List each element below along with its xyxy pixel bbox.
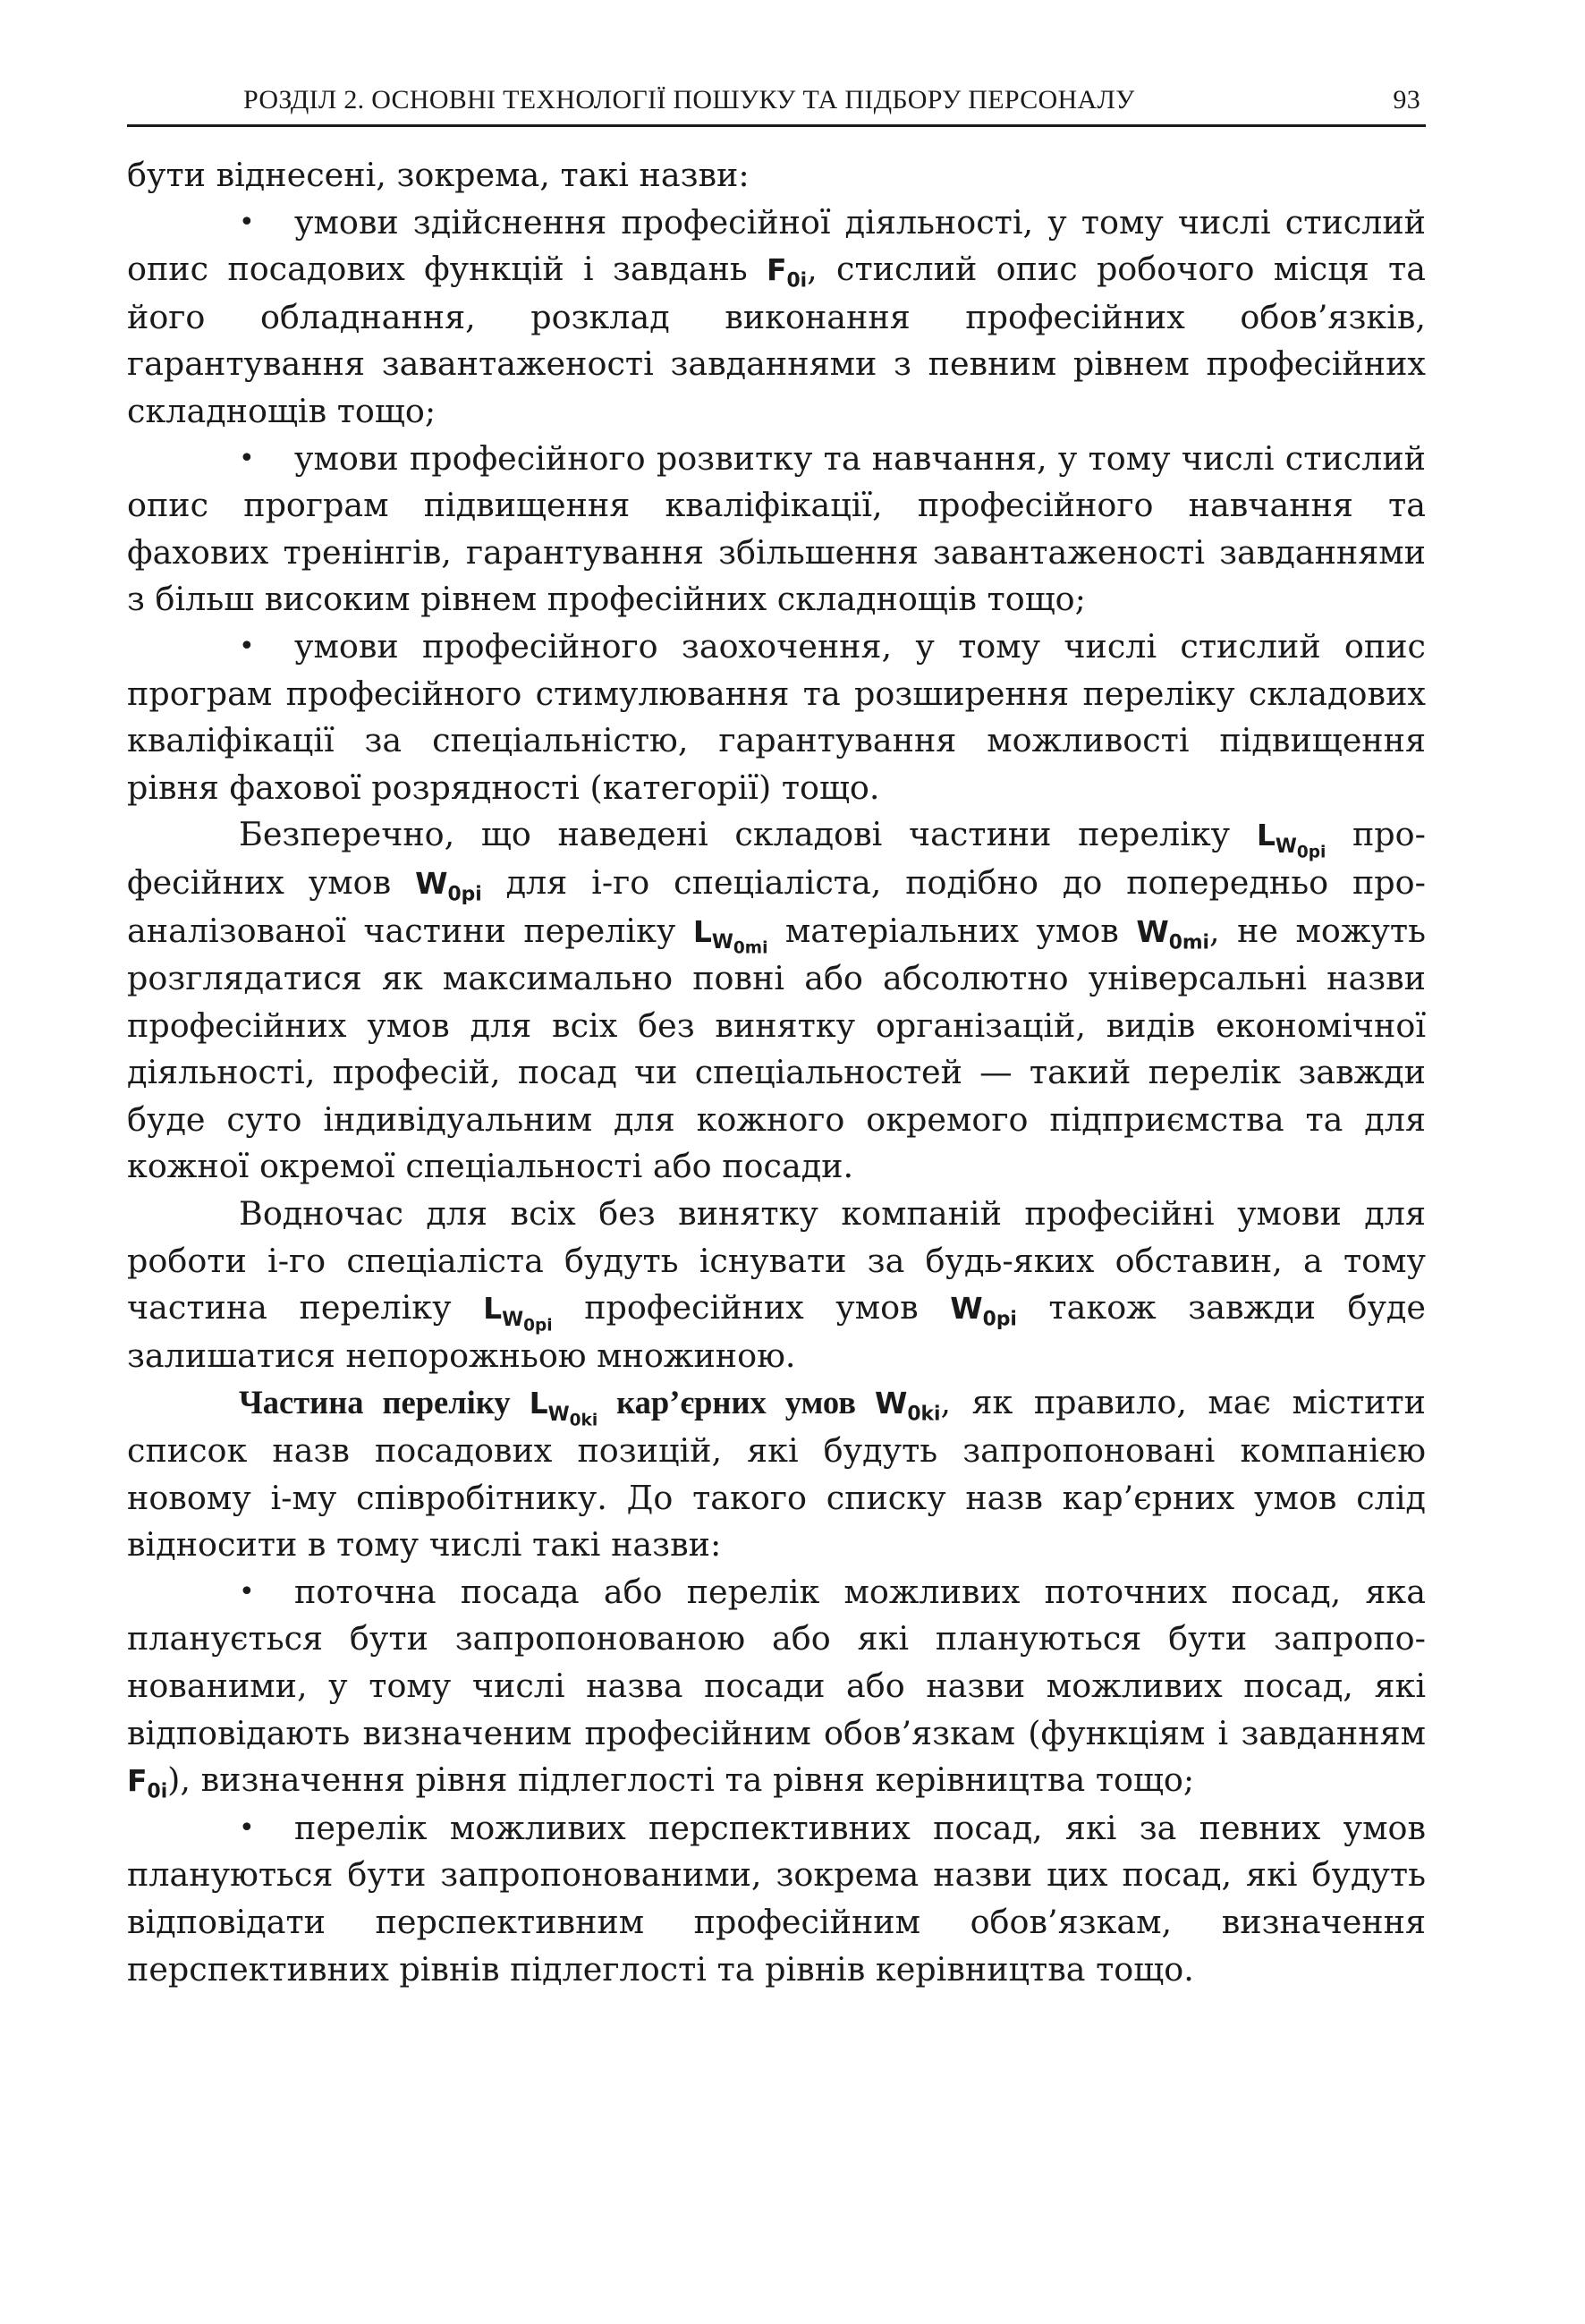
intro-line: бути віднесені, зокрема, такі назви: [127, 156, 750, 194]
header-title: РОЗДІЛ 2. ОСНОВНІ ТЕХНОЛОГІЇ ПОШУКУ ТА ПІДБОРУ ПЕРСОНАЛУ [243, 85, 1135, 115]
symbol-LW0pi: $L_{W_{0pi}}$ [483, 1291, 553, 1336]
symbol-W0ki: $W_{0ki}$ [874, 1386, 941, 1427]
bullet-icon: • [239, 442, 255, 474]
bullet-icon: • [239, 1811, 255, 1844]
bullet-icon: • [239, 630, 255, 662]
running-header [127, 85, 1426, 127]
body-text [127, 152, 1426, 1993]
paragraph: Водночас для всіх без винятку компаній професійні умови для роботи і-го спеціаліста будуть існувати за будь-яких обставин, а тому частина переліку $L_{W_{0pi}}$ професійних умов $W_{0pi}$ також завжди буде залишатися непорожньою множиною. [127, 1194, 1426, 1375]
symbol-F0i: $F_{0i}$ [127, 1763, 168, 1803]
document-page [127, 85, 1426, 1993]
symbol-LW0pi: $L_{W_{0pi}}$ [1256, 818, 1326, 862]
page-number: 93 [1393, 85, 1420, 115]
bullet-item: • умови професійного розвитку та навчання, у тому числі стислий опис програм підвищення кваліфікації, професійного навчання та фахових тренінгів, гарантування збільшення завантаженості завданнями з більш високим рівнем професійних складнощів тощо; [127, 436, 1426, 623]
bullet-item: • умови здійснення професійної діяльності, у тому числі стислий опис посадових функцій і завдань $F_{0i}$, стислий опис робочого місця та його обладнання, розклад виконання професійних обов’язків, гарантування завантаженості завданнями з певним рівнем професійних складнощів тощо; [127, 199, 1426, 436]
symbol-W0pi: $W_{0pi}$ [950, 1291, 1017, 1331]
paragraph: Частина переліку $L_{W_{0ki}}$ кар’єрних умов $W_{0ki}$, як правило, має містити список назв посадових позицій, які будуть запропоновані компанією новому і-му співробітнику. До такого списку назв кар’єрних умов слід відносити в тому числі такі назви: [127, 1383, 1427, 1565]
symbol-W0pi: $W_{0pi}$ [415, 865, 482, 906]
bullet-icon: • [239, 1575, 255, 1607]
bullet-icon: • [239, 206, 255, 238]
bullet-item: • умови професійного заохочення, у тому числі стислий опис програм професійного стимулювання та розширення переліку складових кваліфікації за спеціальністю, гарантування можливості підвищення рівня фахової розрядності (категорії) тощо. [127, 623, 1426, 811]
symbol-LW0mi: $L_{W_{0mi}}$ [692, 913, 768, 958]
symbol-F0i: $F_{0i}$ [766, 252, 808, 293]
paragraph: Безперечно, що наведені складові частини переліку $L_{W_{0pi}}$ професійних умов $W_{0pi}$ для і-го спеціаліста, подібно до попередньо проаналізованої частини переліку $L_{W_{0mi}}$ матеріальних умов $W_{0mi}$, не можуть розглядатися як максимально повні або абсолютно універсальні назви професійних умов для всіх без винятку організацій, видів економічної діяльності, професій, посад чи спеціальностей — такий перелік завжди буде суто індивідуальним для кожного окремого підприємства та для кожної окремої спеціальності або посади. [127, 815, 1426, 1186]
symbol-W0mi: $W_{0mi}$ [1136, 913, 1210, 954]
bullet-item: • перелік можливих перспективних посад, які за певних умов плануються бути запропонованими, зокрема назви цих посад, які будуть відповідати перспективним професійним обов’язкам, визначення перспективних рівнів підлеглості та рівнів керівництва тощо. [127, 1805, 1426, 1993]
symbol-LW0ki: $L_{W_{0ki}}$ [529, 1386, 598, 1430]
bullet-item: • поточна посада або перелік можливих поточних посад, яка планується бути запропонованою або які плануються бути запропонованими, у тому числі назва посади або назви можливих посад, які відповідають визначеним професійним обов’язкам (функціям і завданням $F_{0i}$), визначення рівня підлеглості та рівня керівництва тощо; [127, 1569, 1426, 1805]
